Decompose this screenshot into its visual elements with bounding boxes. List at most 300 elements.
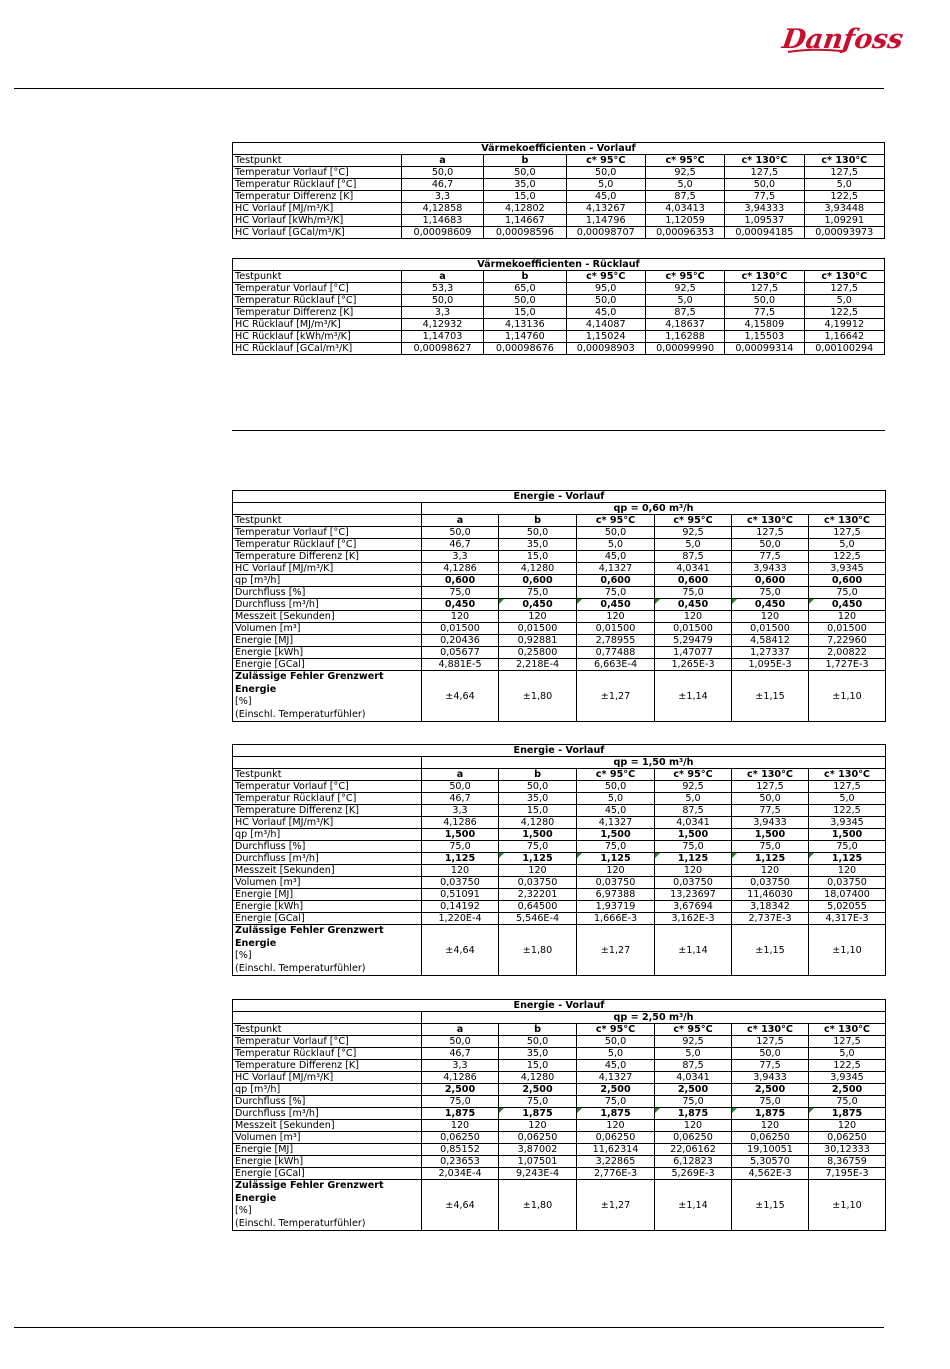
value-cell: 1,875 — [422, 1108, 499, 1120]
value-cell: 4,19912 — [804, 319, 884, 331]
value-cell: 2,737E-3 — [732, 913, 809, 925]
value-cell: 92,5 — [655, 1036, 732, 1048]
value-cell: 4,1327 — [577, 817, 655, 829]
value-cell: 7,22960 — [809, 635, 886, 647]
value-cell: 0,00098627 — [401, 343, 483, 355]
value-cell: 2,500 — [499, 1084, 577, 1096]
value-cell: 0,77488 — [577, 647, 655, 659]
qp-header: qp = 1,50 m³/h — [422, 757, 886, 769]
column-header: c* 130°C — [732, 515, 809, 527]
value-cell: 77,5 — [725, 191, 804, 203]
value-cell: 5,0 — [804, 295, 884, 307]
value-cell: 120 — [732, 1120, 809, 1132]
value-cell: 77,5 — [732, 551, 809, 563]
table-row — [233, 635, 886, 647]
row-label: HC Rücklauf [MJ/m³/K] — [233, 319, 402, 331]
column-header: Testpunkt — [233, 155, 402, 167]
value-cell: 1,14760 — [484, 331, 566, 343]
row-label: Temperature Differenz [K] — [233, 1060, 422, 1072]
value-cell: 75,0 — [499, 1096, 577, 1108]
value-cell: 1,14703 — [401, 331, 483, 343]
value-cell: 50,0 — [401, 167, 483, 179]
value-cell: 0,00099990 — [645, 343, 724, 355]
value-cell: 35,0 — [484, 179, 566, 191]
value-cell: 4,1286 — [422, 563, 499, 575]
value-cell: 127,5 — [725, 167, 804, 179]
value-cell: 0,06250 — [655, 1132, 732, 1144]
table-row — [233, 1036, 886, 1048]
value-cell: 1,265E-3 — [655, 659, 732, 671]
value-cell: 0,01500 — [809, 623, 886, 635]
svg-text:Danfoss: Danfoss — [780, 24, 906, 55]
blank-cell — [233, 503, 422, 515]
table-row — [233, 1120, 886, 1132]
value-cell: 1,875 — [655, 1108, 732, 1120]
table-row — [233, 901, 886, 913]
energy-table-qp-2-50 — [232, 999, 886, 1231]
table-row — [233, 167, 885, 179]
value-cell: 0,00100294 — [804, 343, 884, 355]
value-cell: 0,600 — [499, 575, 577, 587]
table-title: Energie - Vorlauf — [233, 1000, 886, 1012]
value-cell: 0,00094185 — [725, 227, 804, 239]
value-cell: 0,01500 — [577, 623, 655, 635]
value-cell: 5,0 — [809, 1048, 886, 1060]
value-cell: 11,46030 — [732, 889, 809, 901]
energy-table-qp-1-50 — [232, 744, 886, 976]
value-cell: 13,23697 — [655, 889, 732, 901]
value-cell: 4,0341 — [655, 1072, 732, 1084]
value-cell: 1,14667 — [484, 215, 566, 227]
value-cell: 92,5 — [645, 283, 724, 295]
column-header: Testpunkt — [233, 769, 422, 781]
heat-coeff-return-table — [232, 258, 885, 355]
value-cell: 2,00822 — [809, 647, 886, 659]
value-cell: 0,05677 — [422, 647, 499, 659]
value-cell: 5,0 — [645, 295, 724, 307]
value-cell: 3,3 — [422, 1060, 499, 1072]
value-cell: 3,9345 — [809, 563, 886, 575]
value-cell: 3,18342 — [732, 901, 809, 913]
tolerance-label-line: [%] — [235, 696, 252, 707]
column-header: c* 95°C — [645, 155, 724, 167]
value-cell: 1,875 — [499, 1108, 577, 1120]
value-cell: 77,5 — [732, 805, 809, 817]
value-cell: 0,600 — [655, 575, 732, 587]
value-cell: 1,125 — [655, 853, 732, 865]
value-cell: 1,16642 — [804, 331, 884, 343]
value-cell: 4,1327 — [577, 1072, 655, 1084]
value-cell: 0,92881 — [499, 635, 577, 647]
value-cell: 122,5 — [804, 307, 884, 319]
value-cell: 0,23653 — [422, 1156, 499, 1168]
value-cell: 92,5 — [655, 527, 732, 539]
table-row — [233, 587, 886, 599]
row-label: HC Vorlauf [kWh/m³/K] — [233, 215, 402, 227]
value-cell: 77,5 — [725, 307, 804, 319]
value-cell: 3,162E-3 — [655, 913, 732, 925]
column-header: c* 95°C — [645, 271, 724, 283]
row-label: Temperature Differenz [K] — [233, 551, 422, 563]
value-cell: 4,13267 — [566, 203, 645, 215]
value-cell: 46,7 — [422, 539, 499, 551]
tolerance-row — [233, 925, 886, 976]
column-header: c* 130°C — [809, 769, 886, 781]
value-cell: 65,0 — [484, 283, 566, 295]
value-cell: 2,500 — [732, 1084, 809, 1096]
row-label: Temperatur Vorlauf [°C] — [233, 527, 422, 539]
value-cell: 3,22865 — [577, 1156, 655, 1168]
value-cell: 0,03750 — [499, 877, 577, 889]
tolerance-label-line: [%] — [235, 1205, 252, 1216]
tolerance-value: ±1,15 — [732, 925, 809, 976]
value-cell: 1,16288 — [645, 331, 724, 343]
table-title: Värmekoefficienten - Vorlauf — [233, 143, 885, 155]
table-row — [233, 331, 885, 343]
row-label: qp [m³/h] — [233, 829, 422, 841]
table-row — [233, 781, 886, 793]
value-cell: 6,12823 — [655, 1156, 732, 1168]
tolerance-value: ±1,10 — [809, 671, 886, 722]
value-cell: 4,15809 — [725, 319, 804, 331]
value-cell: 122,5 — [809, 805, 886, 817]
value-cell: 50,0 — [732, 539, 809, 551]
row-label: Durchfluss [%] — [233, 841, 422, 853]
tolerance-value: ±1,80 — [499, 671, 577, 722]
row-label: Messzeit [Sekunden] — [233, 1120, 422, 1132]
value-cell: 75,0 — [655, 841, 732, 853]
table-row — [233, 295, 885, 307]
value-cell: 3,67694 — [655, 901, 732, 913]
heat-coeff-supply-table — [232, 142, 885, 239]
qp-header: qp = 2,50 m³/h — [422, 1012, 886, 1024]
value-cell: 50,0 — [577, 781, 655, 793]
row-label: Durchfluss [m³/h] — [233, 853, 422, 865]
value-cell: 4,1280 — [499, 1072, 577, 1084]
value-cell: 0,00093973 — [804, 227, 884, 239]
value-cell: 3,93448 — [804, 203, 884, 215]
value-cell: 50,0 — [422, 1036, 499, 1048]
value-cell: 22,06162 — [655, 1144, 732, 1156]
column-header: c* 130°C — [809, 1024, 886, 1036]
value-cell: 4,14087 — [566, 319, 645, 331]
value-cell: 2,776E-3 — [577, 1168, 655, 1180]
row-label: HC Vorlauf [MJ/m³/K] — [233, 563, 422, 575]
value-cell: 35,0 — [499, 793, 577, 805]
table-row — [233, 647, 886, 659]
row-label: Energie [MJ] — [233, 1144, 422, 1156]
column-header: c* 95°C — [655, 1024, 732, 1036]
value-cell: 95,0 — [566, 283, 645, 295]
table-row — [233, 179, 885, 191]
value-cell: 0,06250 — [809, 1132, 886, 1144]
value-cell: 5,0 — [577, 1048, 655, 1060]
column-header: c* 130°C — [725, 271, 804, 283]
value-cell: 3,3 — [401, 307, 483, 319]
value-cell: 50,0 — [725, 179, 804, 191]
value-cell: 120 — [499, 611, 577, 623]
column-header: c* 95°C — [577, 515, 655, 527]
tolerance-label — [233, 925, 422, 976]
table-row — [233, 1048, 886, 1060]
value-cell: 127,5 — [732, 1036, 809, 1048]
value-cell: 0,03750 — [732, 877, 809, 889]
value-cell: 3,9433 — [732, 817, 809, 829]
value-cell: 15,0 — [499, 805, 577, 817]
column-header: c* 95°C — [566, 271, 645, 283]
tolerance-value: ±1,10 — [809, 1180, 886, 1231]
row-label: Energie [kWh] — [233, 901, 422, 913]
value-cell: 0,00098676 — [484, 343, 566, 355]
value-cell: 1,500 — [577, 829, 655, 841]
value-cell: 1,500 — [499, 829, 577, 841]
value-cell: 122,5 — [809, 551, 886, 563]
value-cell: 4,18637 — [645, 319, 724, 331]
table-row — [233, 1096, 886, 1108]
value-cell: 0,450 — [809, 599, 886, 611]
column-header: c* 95°C — [566, 155, 645, 167]
table-row — [233, 841, 886, 853]
value-cell: 75,0 — [732, 841, 809, 853]
value-cell: 0,00096353 — [645, 227, 724, 239]
value-cell: 1,500 — [732, 829, 809, 841]
value-cell: 3,3 — [401, 191, 483, 203]
value-cell: 50,0 — [499, 527, 577, 539]
table-row — [233, 659, 886, 671]
value-cell: 87,5 — [645, 191, 724, 203]
tolerance-label-line: (Einschl. Temperaturfühler) — [235, 962, 366, 974]
value-cell: 4,03413 — [645, 203, 724, 215]
value-cell: 4,0341 — [655, 817, 732, 829]
value-cell: 1,12059 — [645, 215, 724, 227]
value-cell: 5,29479 — [655, 635, 732, 647]
value-cell: 1,14796 — [566, 215, 645, 227]
table-row — [233, 623, 886, 635]
value-cell: 5,0 — [809, 539, 886, 551]
value-cell: 0,01500 — [655, 623, 732, 635]
value-cell: 5,0 — [577, 793, 655, 805]
value-cell: 127,5 — [809, 1036, 886, 1048]
table-row — [233, 865, 886, 877]
row-label: Temperatur Differenz [K] — [233, 307, 402, 319]
value-cell: 3,9345 — [809, 817, 886, 829]
value-cell: 0,03750 — [655, 877, 732, 889]
row-label: Temperatur Rücklauf [°C] — [233, 793, 422, 805]
value-cell: 120 — [809, 1120, 886, 1132]
value-cell: 2,034E-4 — [422, 1168, 499, 1180]
value-cell: 50,0 — [732, 793, 809, 805]
value-cell: 75,0 — [422, 1096, 499, 1108]
value-cell: 50,0 — [577, 1036, 655, 1048]
value-cell: 0,85152 — [422, 1144, 499, 1156]
value-cell: 4,12802 — [484, 203, 566, 215]
value-cell: 2,500 — [809, 1084, 886, 1096]
value-cell: 0,01500 — [499, 623, 577, 635]
table-row — [233, 343, 885, 355]
qp-header: qp = 0,60 m³/h — [422, 503, 886, 515]
value-cell: 0,01500 — [732, 623, 809, 635]
value-cell: 127,5 — [804, 283, 884, 295]
tolerance-value: ±1,14 — [655, 1180, 732, 1231]
table-row — [233, 527, 886, 539]
value-cell: 1,500 — [422, 829, 499, 841]
value-cell: 120 — [655, 1120, 732, 1132]
table-row — [233, 889, 886, 901]
table-row — [233, 215, 885, 227]
value-cell: 5,02055 — [809, 901, 886, 913]
value-cell: 1,09537 — [725, 215, 804, 227]
table-row — [233, 203, 885, 215]
row-label: Energie [GCal] — [233, 913, 422, 925]
column-header: a — [422, 769, 499, 781]
tolerance-value: ±4,64 — [422, 1180, 499, 1231]
value-cell: 0,64500 — [499, 901, 577, 913]
value-cell: 75,0 — [499, 841, 577, 853]
tolerance-value: ±1,10 — [809, 925, 886, 976]
danfoss-logo — [780, 14, 906, 60]
value-cell: 1,93719 — [577, 901, 655, 913]
table-row — [233, 1168, 886, 1180]
row-label: Energie [MJ] — [233, 889, 422, 901]
column-header: Testpunkt — [233, 271, 402, 283]
column-header: b — [484, 271, 566, 283]
value-cell: 2,500 — [655, 1084, 732, 1096]
value-cell: 1,125 — [809, 853, 886, 865]
value-cell: 6,663E-4 — [577, 659, 655, 671]
table-row — [233, 1072, 886, 1084]
row-label: qp [m³/h] — [233, 575, 422, 587]
value-cell: 0,450 — [577, 599, 655, 611]
value-cell: 46,7 — [401, 179, 483, 191]
value-cell: 4,0341 — [655, 563, 732, 575]
value-cell: 5,0 — [655, 793, 732, 805]
table-row — [233, 1060, 886, 1072]
value-cell: 120 — [422, 865, 499, 877]
value-cell: 0,600 — [732, 575, 809, 587]
value-cell: 120 — [655, 611, 732, 623]
value-cell: 0,600 — [809, 575, 886, 587]
column-header: a — [422, 1024, 499, 1036]
value-cell: 120 — [577, 865, 655, 877]
value-cell: 0,14192 — [422, 901, 499, 913]
value-cell: 1,09291 — [804, 215, 884, 227]
value-cell: 4,1280 — [499, 817, 577, 829]
value-cell: 50,0 — [499, 1036, 577, 1048]
tolerance-value: ±1,80 — [499, 925, 577, 976]
value-cell: 4,1286 — [422, 1072, 499, 1084]
row-label: HC Vorlauf [MJ/m³/K] — [233, 1072, 422, 1084]
tolerance-value: ±4,64 — [422, 925, 499, 976]
value-cell: 0,600 — [422, 575, 499, 587]
column-header: a — [401, 271, 483, 283]
value-cell: 127,5 — [732, 781, 809, 793]
row-label: Energie [MJ] — [233, 635, 422, 647]
value-cell: 45,0 — [577, 1060, 655, 1072]
value-cell: 1,15024 — [566, 331, 645, 343]
value-cell: 120 — [422, 1120, 499, 1132]
value-cell: 77,5 — [732, 1060, 809, 1072]
value-cell: 1,666E-3 — [577, 913, 655, 925]
table-row — [233, 1108, 886, 1120]
tolerance-label-line: (Einschl. Temperaturfühler) — [235, 708, 366, 720]
table-title: Energie - Vorlauf — [233, 745, 886, 757]
tolerance-value: ±1,27 — [577, 925, 655, 976]
value-cell: 5,0 — [566, 179, 645, 191]
value-cell: 50,0 — [484, 167, 566, 179]
value-cell: 15,0 — [484, 307, 566, 319]
value-cell: 4,1280 — [499, 563, 577, 575]
energy-table-qp-0-60 — [232, 490, 886, 722]
row-label: Durchfluss [m³/h] — [233, 1108, 422, 1120]
tolerance-row — [233, 1180, 886, 1231]
value-cell: 4,881E-5 — [422, 659, 499, 671]
value-cell: 0,06250 — [422, 1132, 499, 1144]
table-row — [233, 1144, 886, 1156]
value-cell: 3,87002 — [499, 1144, 577, 1156]
table-title: Energie - Vorlauf — [233, 491, 886, 503]
value-cell: 0,03750 — [809, 877, 886, 889]
tolerance-value: ±1,14 — [655, 925, 732, 976]
value-cell: 1,875 — [809, 1108, 886, 1120]
blank-cell — [233, 757, 422, 769]
value-cell: 120 — [809, 611, 886, 623]
table-row — [233, 829, 886, 841]
tolerance-value: ±1,14 — [655, 671, 732, 722]
value-cell: 0,450 — [655, 599, 732, 611]
tolerance-value: ±1,27 — [577, 1180, 655, 1231]
tolerance-label-line: Zulässige Fehler Grenzwert Energie — [235, 925, 384, 949]
value-cell: 1,125 — [732, 853, 809, 865]
value-cell: 1,27337 — [732, 647, 809, 659]
row-label: Durchfluss [%] — [233, 587, 422, 599]
table-row — [233, 283, 885, 295]
value-cell: 1,125 — [577, 853, 655, 865]
value-cell: 50,0 — [566, 295, 645, 307]
value-cell: 1,875 — [732, 1108, 809, 1120]
value-cell: 120 — [732, 865, 809, 877]
value-cell: 87,5 — [655, 551, 732, 563]
value-cell: 75,0 — [577, 841, 655, 853]
value-cell: 5,0 — [804, 179, 884, 191]
value-cell: 75,0 — [809, 841, 886, 853]
table-row — [233, 575, 886, 587]
value-cell: 75,0 — [422, 841, 499, 853]
value-cell: 87,5 — [645, 307, 724, 319]
value-cell: 3,3 — [422, 551, 499, 563]
value-cell: 1,15503 — [725, 331, 804, 343]
value-cell: 0,06250 — [577, 1132, 655, 1144]
value-cell: 5,546E-4 — [499, 913, 577, 925]
value-cell: 0,450 — [422, 599, 499, 611]
row-label: Temperatur Rücklauf [°C] — [233, 295, 402, 307]
value-cell: 0,00098707 — [566, 227, 645, 239]
table-row — [233, 1156, 886, 1168]
value-cell: 4,58412 — [732, 635, 809, 647]
value-cell: 50,0 — [566, 167, 645, 179]
table-row — [233, 805, 886, 817]
value-cell: 11,62314 — [577, 1144, 655, 1156]
tolerance-value: ±1,80 — [499, 1180, 577, 1231]
value-cell: 1,220E-4 — [422, 913, 499, 925]
table-title: Värmekoefficienten - Rücklauf — [233, 259, 885, 271]
value-cell: 35,0 — [499, 1048, 577, 1060]
value-cell: 87,5 — [655, 1060, 732, 1072]
table-row — [233, 611, 886, 623]
value-cell: 87,5 — [655, 805, 732, 817]
value-cell: 0,600 — [577, 575, 655, 587]
value-cell: 0,03750 — [577, 877, 655, 889]
value-cell: 3,9433 — [732, 1072, 809, 1084]
